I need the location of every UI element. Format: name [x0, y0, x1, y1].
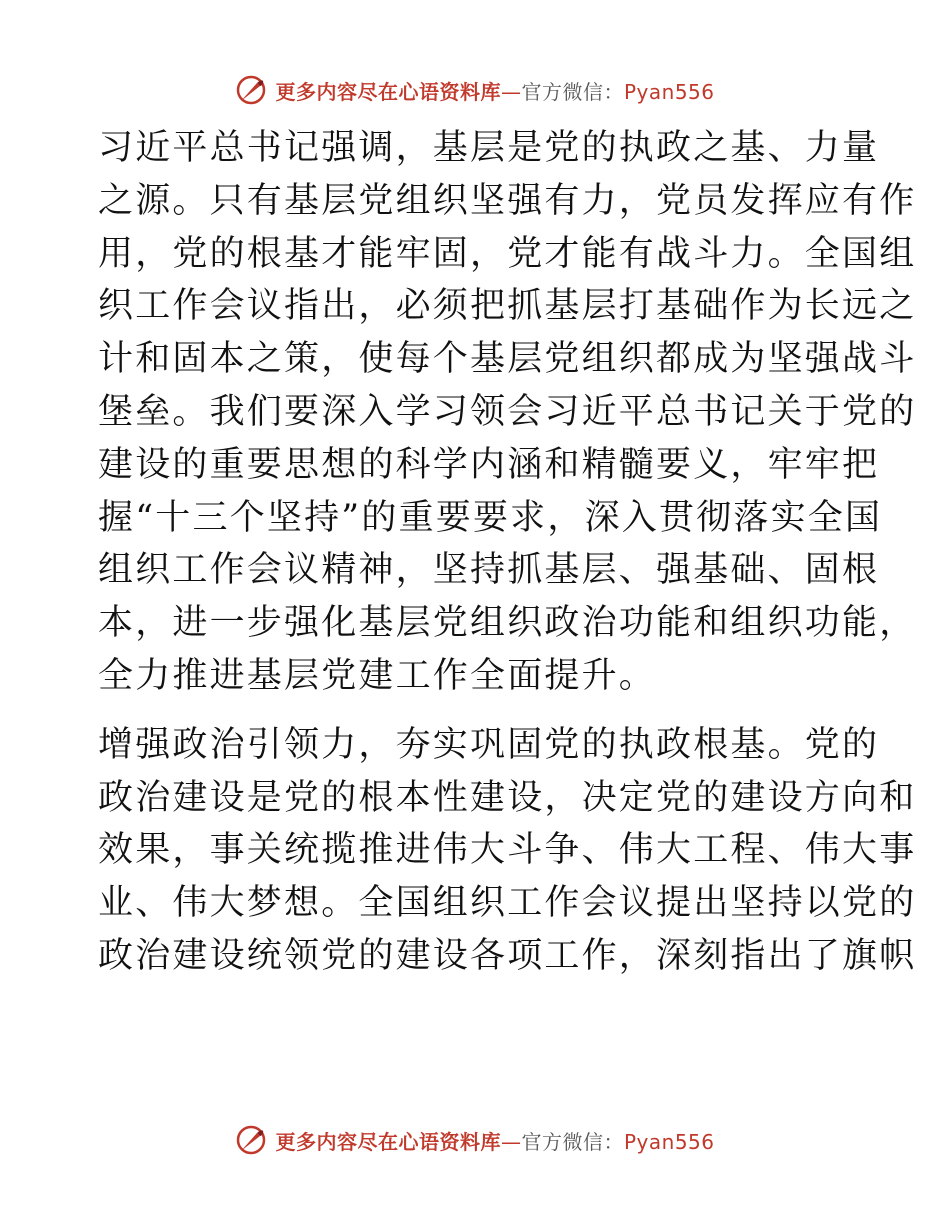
text-line: 习近平总书记强调，基层是党的执政之基、力量 — [98, 128, 880, 168]
watermark-label: 官方微信： — [521, 79, 624, 104]
text-line: 业、伟大梦想。全国组织工作会议提出坚持以党的 — [98, 883, 917, 924]
text-line: 增强政治引领力，夯实巩固党的执政根基。党的 — [98, 724, 880, 765]
text-line: 建设的重要思想的科学内涵和精髓要义，牢牢把 — [98, 444, 880, 485]
watermark-main: 更多内容尽在心语资料库 — [275, 79, 501, 104]
watermark-dash: — — [500, 1129, 522, 1154]
text-line: 效果，事关统揽推进伟大斗争、伟大工程、伟大事 — [98, 830, 917, 871]
text-line: 用，党的根基才能牢固，党才能有战斗力。全国组 — [98, 233, 917, 274]
quill-pen-circle-icon — [235, 74, 267, 106]
text-line: 政治建设统领党的建设各项工作，深刻指出了旗帜 — [98, 935, 917, 976]
text-line: 握“十三个坚持”的重要要求，深入贯彻落实全国 — [98, 497, 883, 538]
text-line: 之源。只有基层党组织坚强有力，党员发挥应有作 — [98, 180, 917, 221]
watermark-text — [275, 76, 714, 105]
watermark-id: Pyan556 — [623, 79, 715, 104]
watermark-dash: — — [500, 79, 522, 104]
text-line: 组织工作会议精神，坚持抓基层、强基础、固根 — [98, 550, 880, 591]
watermark-text — [275, 1126, 714, 1155]
text-line: 本，进一步强化基层党组织政治功能和组织功能， — [98, 603, 917, 644]
document-body — [98, 122, 917, 983]
quill-pen-circle-icon — [235, 1124, 267, 1156]
text-line: 计和固本之策，使每个基层党组织都成为坚强战斗 — [98, 339, 917, 380]
watermark-main: 更多内容尽在心语资料库 — [275, 1129, 501, 1154]
header-watermark — [0, 72, 950, 108]
footer-watermark — [0, 1122, 950, 1158]
text-line: 政治建设是党的根本性建设，决定党的建设方向和 — [98, 777, 917, 818]
paragraph-1 — [98, 122, 917, 703]
paragraph-2 — [98, 719, 917, 983]
watermark-id: Pyan556 — [623, 1129, 715, 1154]
text-line: 全力推进基层党建工作全面提升。 — [98, 655, 657, 696]
watermark-label: 官方微信： — [521, 1129, 624, 1154]
text-line: 织工作会议指出，必须把抓基层打基础作为长远之 — [98, 286, 917, 327]
text-line: 堡垒。我们要深入学习领会习近平总书记关于党的 — [98, 391, 917, 432]
